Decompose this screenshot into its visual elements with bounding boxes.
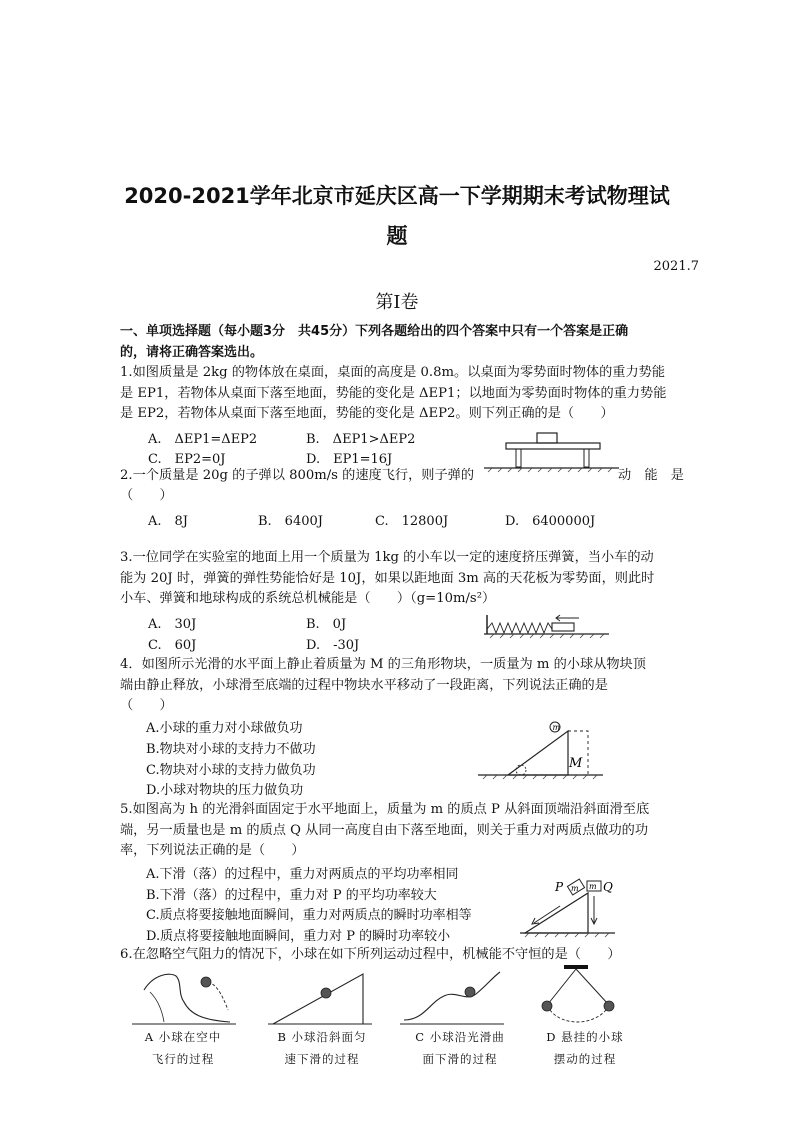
- incline-ball-figure: [268, 970, 378, 1030]
- question-text-line: 端，另一质量也是 m 的质点 Q 从同一高度自由下落至地面，则关于重力对两质点做功的功: [120, 822, 649, 838]
- projectile-figure: [132, 970, 242, 1030]
- caption-line: 摆动的过程: [553, 1052, 617, 1066]
- pendulum-figure: [534, 962, 634, 1032]
- page-title-continued: 题: [386, 224, 408, 248]
- caption-b: [262, 1026, 382, 1070]
- caption-line: C 小球沿光滑曲: [415, 1030, 505, 1044]
- section-heading-line: 一、单项选择题（每小题3分 共45分）下列各题给出的四个答案中只有一个答案是正确: [120, 324, 629, 339]
- question-text-line: 3.一位同学在实验室的地面上用一个质量为 1kg 的小车以一定的速度挤压弹簧，当小车的动: [120, 550, 654, 565]
- question-4: [120, 655, 676, 717]
- mass-q-label: m: [589, 882, 597, 891]
- caption-line: B 小球沿斜面匀: [277, 1030, 367, 1044]
- question-3: [120, 548, 676, 610]
- option-a: A. 30J: [148, 617, 197, 632]
- question-2-paren: （ ）: [120, 488, 173, 503]
- question-text-line: 5.如图高为 h 的光滑斜面固定于水平地面上，质量为 m 的质点 P 从斜面顶端沿斜面滑至底: [120, 802, 650, 817]
- exam-date: 2021.7: [653, 259, 699, 274]
- question-2-line-tail: 动 能 是: [618, 468, 684, 483]
- question-text-line: 是 EP2，若物体从桌面下落至地面，势能的变化是 ΔEP2。则下列正确的是（ ）: [120, 406, 614, 421]
- option-c: C.物块对小球的支持力做负功: [146, 763, 316, 778]
- option-b: B. 6400J: [258, 514, 323, 529]
- option-b: B. ΔEP1>ΔEP2: [306, 432, 416, 447]
- question-6: 6.在忽略空气阻力的情况下，小球在如下所列运动过程中，机械能不守恒的是（ ）: [120, 947, 621, 962]
- option-b: B.物块对小球的支持力不做功: [146, 742, 316, 757]
- question-1: [120, 363, 676, 425]
- caption-line: 面下滑的过程: [422, 1052, 498, 1066]
- option-b: B.下滑（落）的过程中，重力对 P 的平均功率较大: [146, 888, 437, 903]
- option-a: A.小球的重力对小球做负功: [146, 721, 303, 736]
- option-d: D. EP1=16J: [306, 452, 393, 467]
- option-d: D.小球对物块的压力做负功: [146, 783, 304, 798]
- section-heading-line: 的，请将正确答案选出。: [120, 344, 264, 360]
- question-text-line: 1.如图质量是 2kg 的物体放在桌面，桌面的高度是 0.8m。以桌面为零势面时物体的重力势能: [120, 365, 666, 380]
- curved-surface-figure: [400, 970, 510, 1030]
- question-text-line: 能为 20J 时，弹簧的弹性势能恰好是 10J，如果以距地面 3m 高的天花板为零势面，则此时: [120, 570, 655, 586]
- incline-figure: [520, 878, 620, 940]
- wedge-ball-figure: [478, 718, 608, 783]
- point-q-label: Q: [603, 880, 613, 894]
- question-text-line: 4．如图所示光滑的水平面上静止着质量为 M 的三角形物块，一质量为 m 的小球从物块顶: [120, 657, 646, 672]
- option-a: A.下滑（落）的过程中，重力对两质点的平均功率相同: [146, 867, 459, 882]
- question-text-line: （ ）: [120, 698, 173, 713]
- option-c: C. 60J: [148, 638, 197, 653]
- caption-line: 速下滑的过程: [284, 1052, 360, 1066]
- caption-line: D 悬挂的小球: [546, 1030, 624, 1044]
- option-d: D. -30J: [306, 638, 360, 653]
- option-c: C.质点将要接触地面瞬间，重力对两质点的瞬时功率相等: [146, 908, 472, 923]
- caption-c: [400, 1026, 520, 1070]
- option-d: D.质点将要接触地面瞬间，重力对 P 的瞬时功率较小: [146, 929, 451, 944]
- option-c: C. 12800J: [375, 514, 449, 529]
- option-d: D. 6400000J: [505, 514, 596, 529]
- section-heading: [120, 322, 690, 363]
- caption-line: 飞行的过程: [151, 1052, 215, 1066]
- option-b: B. 0J: [306, 617, 347, 632]
- table-figure: [484, 430, 624, 475]
- option-a: A. ΔEP1=ΔEP2: [148, 432, 258, 447]
- question-2-line: 2.一个质量是 20g 的子弹以 800m/s 的速度飞行，则子弹的: [120, 468, 475, 483]
- caption-d: [530, 1026, 640, 1070]
- question-text-line: 小车、弹簧和地球构成的系统总机械能是（ ）（g=10m/s²）: [120, 591, 496, 606]
- question-text-line: 端由静止释放，小球滑至底端的过程中物块水平移动了一段距离，下列说法正确的是: [120, 677, 608, 693]
- ball-label: m: [552, 723, 561, 732]
- option-a: A. 8J: [148, 514, 189, 529]
- mass-p-label: m: [571, 884, 579, 893]
- caption-a: [128, 1026, 238, 1070]
- question-text-line: 是 EP1，若物体从桌面下落至地面，势能的变化是 ΔEP1；以地面为零势面时物体的重力势能: [120, 385, 667, 401]
- page-title: 2020-2021学年北京市延庆区高一下学期期末考试物理试: [124, 184, 670, 208]
- option-c: C. EP2=0J: [148, 452, 226, 467]
- point-p-label: P: [555, 880, 564, 894]
- spring-cart-figure: [484, 612, 614, 642]
- question-text-line: 率，下列说法正确的是（ ）: [120, 843, 305, 858]
- caption-line: A 小球在空中: [144, 1030, 222, 1044]
- question-5: [120, 800, 676, 862]
- block-label: M: [569, 756, 583, 771]
- volume-heading: 第Ⅰ卷: [375, 292, 419, 313]
